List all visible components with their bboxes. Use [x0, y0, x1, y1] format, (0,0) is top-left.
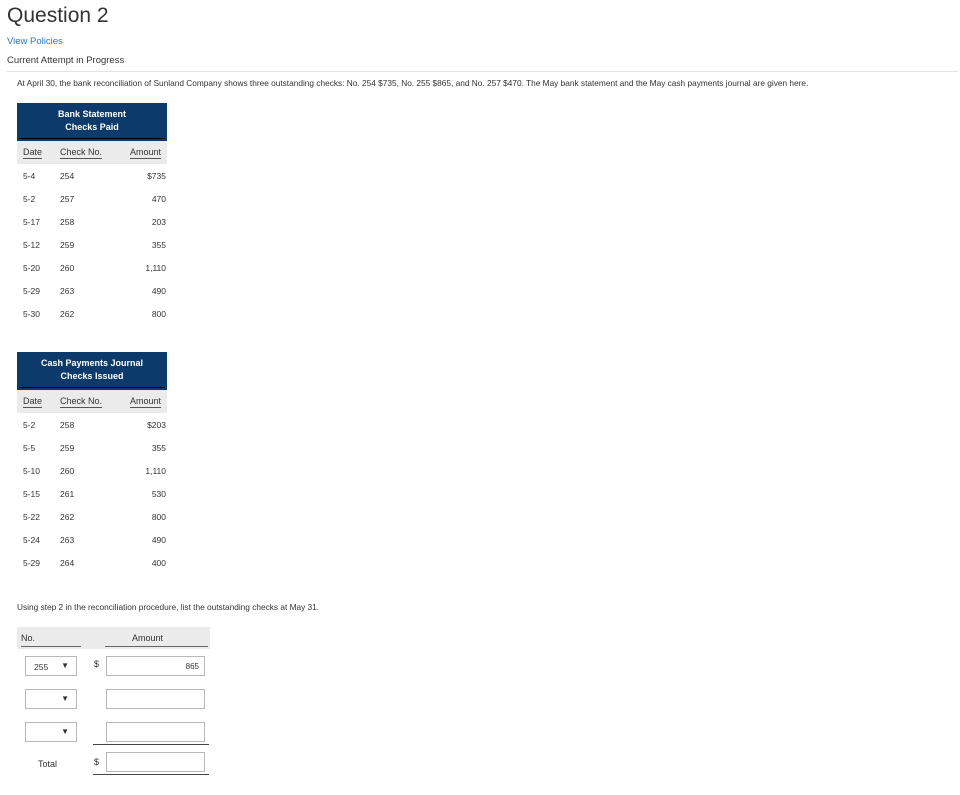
table-row: 5-2 257 470 [23, 194, 166, 204]
dropdown-arrow-icon: ▼ [61, 694, 69, 703]
table-row: 5-30 262 800 [23, 309, 166, 319]
table-row: 5-17 258 203 [23, 217, 166, 227]
table-row: 5-22 262 800 [23, 512, 166, 522]
cash-journal-title: Cash Payments Journal [40, 358, 144, 368]
col-check-no: Check No. [60, 396, 103, 406]
cash-journal-header [17, 352, 167, 390]
cash-journal-column-headers [17, 390, 167, 413]
table-row: 5-5 259 355 [23, 443, 166, 453]
bank-statement-subtitle: Checks Paid [65, 122, 119, 132]
table-row: 5-12 259 355 [23, 240, 166, 250]
cash-journal-subtitle: Checks Issued [60, 371, 124, 381]
amount-input-3[interactable] [106, 722, 205, 742]
check-number-select-2[interactable] [25, 689, 77, 709]
table-row: 5-29 264 400 [23, 558, 166, 568]
divider [7, 71, 958, 72]
currency-symbol: $ [94, 757, 100, 767]
answer-column-headers [17, 627, 210, 649]
question-title: Question 2 [7, 4, 109, 27]
total-label: Total [38, 759, 58, 769]
view-policies-link[interactable]: View Policies [7, 36, 63, 47]
check-number-select-1[interactable] [25, 656, 77, 676]
table-row: 5-24 263 490 [23, 535, 166, 545]
table-row: 5-2 258 $203 [23, 420, 166, 430]
bank-statement-column-headers [17, 141, 167, 164]
table-row: 5-4 254 $735 [23, 171, 166, 181]
total-amount-input[interactable] [106, 752, 205, 772]
attempt-status: Current Attempt in Progress [7, 55, 125, 66]
bank-statement-table [17, 103, 167, 325]
step-instruction: Using step 2 in the reconciliation procedure, list the outstanding checks at May 31. [17, 602, 320, 612]
answer-col-no: No. [21, 633, 36, 643]
col-date: Date [23, 147, 43, 157]
currency-symbol: $ [94, 659, 100, 669]
table-row: 5-29 263 490 [23, 286, 166, 296]
check-number-select-3[interactable] [25, 722, 77, 742]
question-intro: At April 30, the bank reconciliation of Sunland Company shows three outstanding checks: No. 254 $735, No. 255 $865, and No. 257 $470. The May bank statement and the May cash payments journal are given here. [17, 78, 809, 88]
col-date: Date [23, 396, 43, 406]
col-amount: Amount [129, 396, 161, 406]
bank-statement-header [17, 103, 167, 141]
subtotal-rule [93, 744, 209, 745]
selected-value: 255 [34, 662, 49, 672]
answer-col-amount: Amount [132, 633, 164, 643]
table-row: 5-15 261 530 [23, 489, 166, 499]
table-row: 5-10 260 1,110 [23, 466, 166, 476]
bank-statement-title: Bank Statement [57, 109, 127, 119]
dropdown-arrow-icon: ▼ [61, 661, 69, 670]
amount-input-1[interactable] [106, 656, 205, 676]
amount-input-2[interactable] [106, 689, 205, 709]
col-amount: Amount [129, 147, 161, 157]
total-rule [93, 774, 209, 775]
col-check-no: Check No. [60, 147, 103, 157]
table-row: 5-20 260 1,110 [23, 263, 166, 273]
cash-payments-journal-table [17, 352, 167, 574]
dropdown-arrow-icon: ▼ [61, 727, 69, 736]
